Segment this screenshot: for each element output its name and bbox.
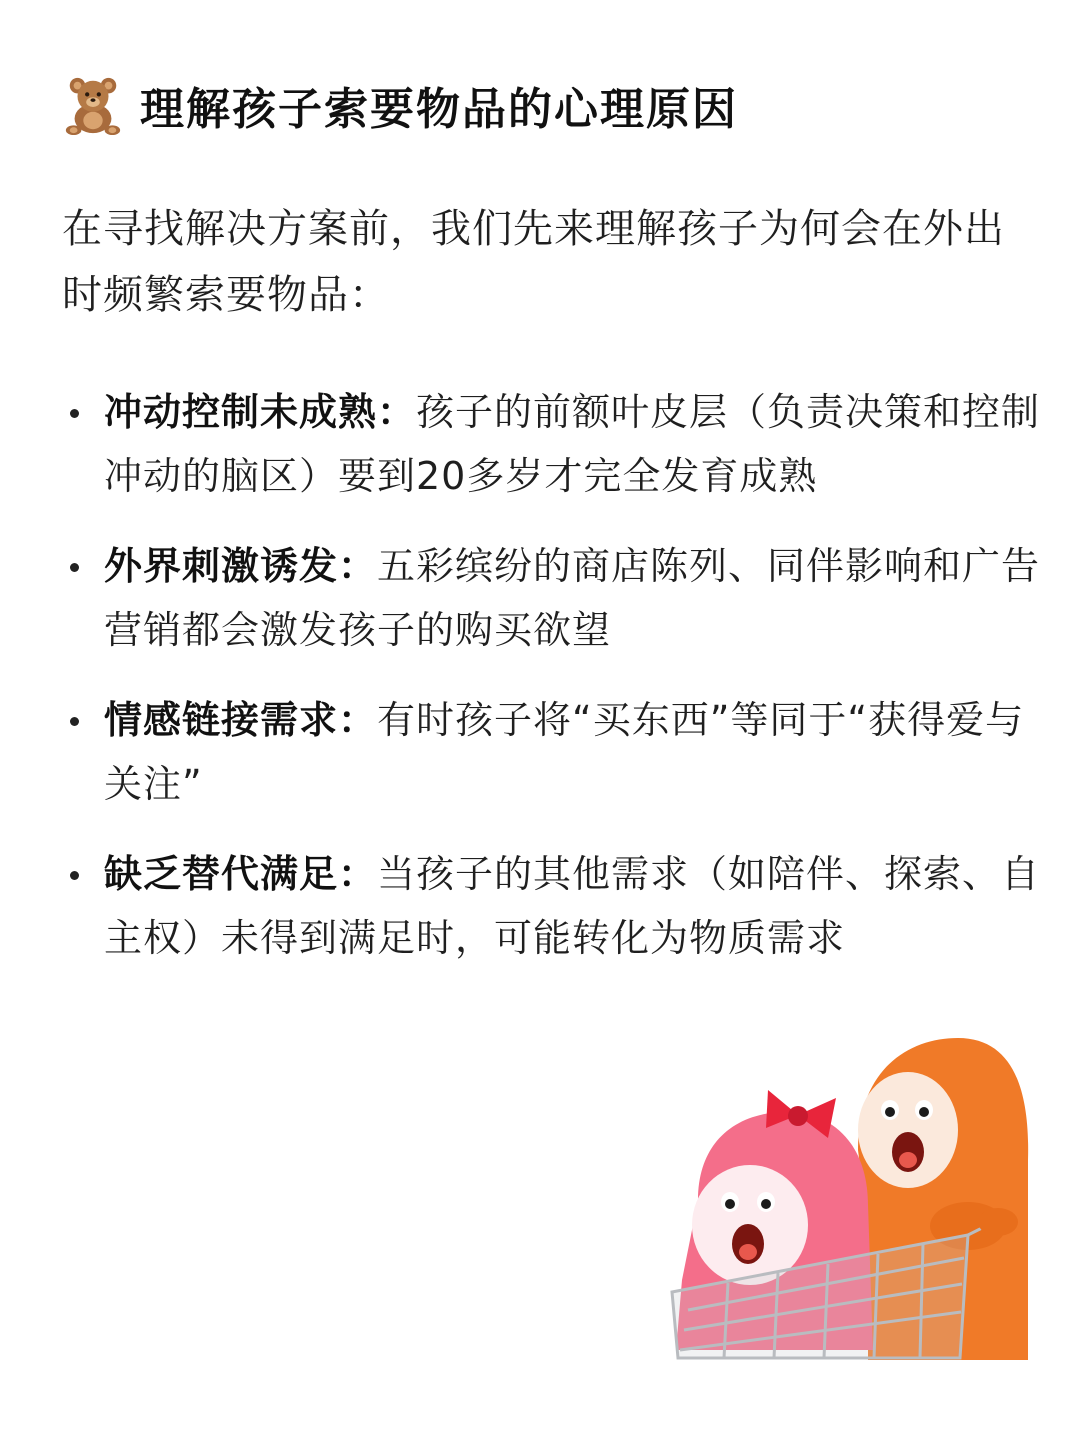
list-item-text: 孩子的前额叶皮层（负责决策和控制冲动的脑区）要到20多岁才完全发育成熟 (104, 390, 1041, 498)
list-item-text: 五彩缤纷的商店陈列、同伴影响和广告营销都会激发孩子的购买欲望 (104, 544, 1041, 652)
page-title: 理解孩子索要物品的心理原因 (140, 84, 738, 135)
teddy-bear-icon (62, 74, 124, 136)
bullet-icon (70, 409, 79, 418)
list-item-text: 有时孩子将“买东西”等同于“获得爱与关注” (104, 698, 1025, 806)
list-item (62, 688, 1052, 816)
orange-hand (978, 1208, 1018, 1236)
bullet-icon (70, 871, 79, 880)
list-item-heading: 缺乏替代满足： (104, 852, 378, 896)
list-item (62, 380, 1052, 508)
bullet-icon (70, 717, 79, 726)
title-row (62, 70, 738, 140)
reasons-list (62, 380, 1052, 996)
intro-paragraph: 在寻找解决方案前，我们先来理解孩子为何会在外出时频繁索要物品： (62, 206, 1005, 318)
list-item-heading: 情感链接需求： (104, 698, 378, 742)
list-item (62, 842, 1052, 970)
list-item-heading: 外界刺激诱发： (104, 544, 378, 588)
list-item-heading: 冲动控制未成熟： (104, 390, 417, 434)
bullet-icon (70, 563, 79, 572)
list-item (62, 534, 1052, 662)
list-item-text: 当孩子的其他需求（如陪伴、探索、自主权）未得到满足时，可能转化为物质需求 (104, 852, 1041, 960)
shopping-cart-characters-illustration (668, 1030, 1040, 1360)
